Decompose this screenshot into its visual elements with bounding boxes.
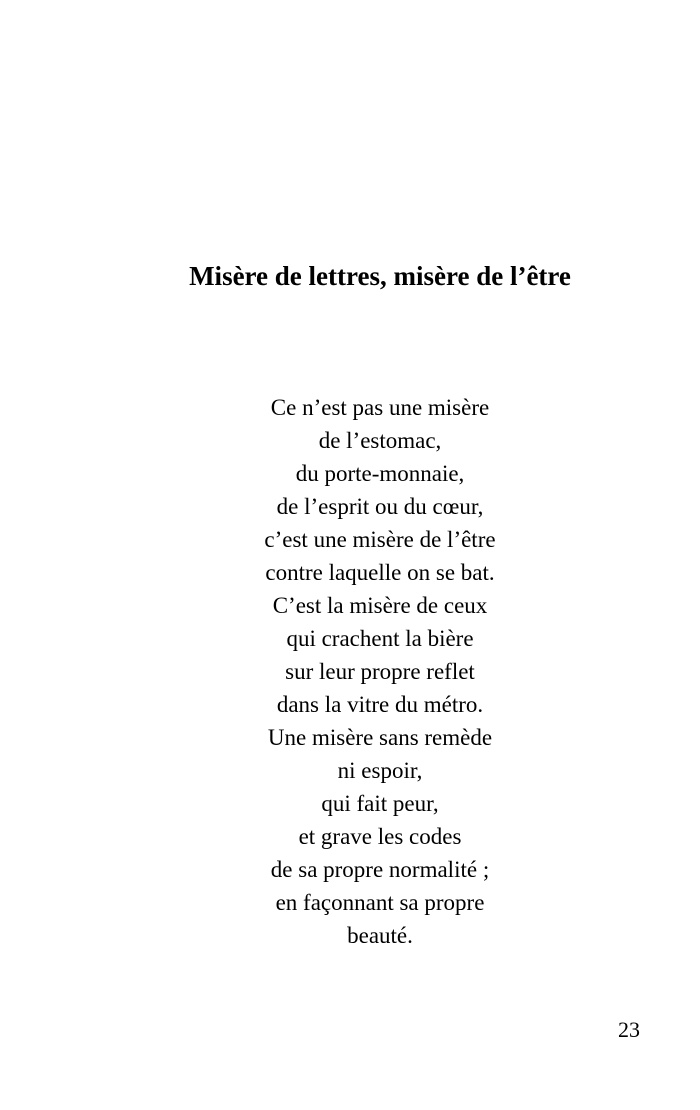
poem-line: Ce n’est pas une misère (270, 395, 490, 420)
poem-line: sur leur propre reflet (285, 659, 475, 684)
poem-line: de l’esprit ou du cœur, (276, 494, 484, 519)
poem-line: ni espoir, (337, 758, 423, 783)
poem-line: beauté. (347, 923, 413, 948)
poem-line: de l’estomac, (318, 428, 442, 453)
poem-line: qui fait peur, (321, 791, 439, 816)
poem-line: de sa propre normalité ; (270, 857, 490, 882)
poem-line: c’est une misère de l’être (264, 527, 496, 552)
page-number: 23 (618, 1017, 640, 1042)
poem-line: C’est la misère de ceux (272, 593, 488, 618)
poem-line: Une misère sans remède (267, 725, 493, 750)
poem-line: et grave les codes (298, 824, 462, 849)
poem-line: contre laquelle on se bat. (265, 560, 495, 585)
poem-body (0, 391, 700, 952)
poem-line: qui crachent la bière (286, 626, 474, 651)
poem-line: dans la vitre du métro. (276, 692, 484, 717)
poem-line: en façonnant sa propre (275, 890, 485, 915)
poem-title: Misère de lettres, misère de l’être (189, 261, 571, 291)
poem-line: du porte-monnaie, (295, 461, 465, 486)
